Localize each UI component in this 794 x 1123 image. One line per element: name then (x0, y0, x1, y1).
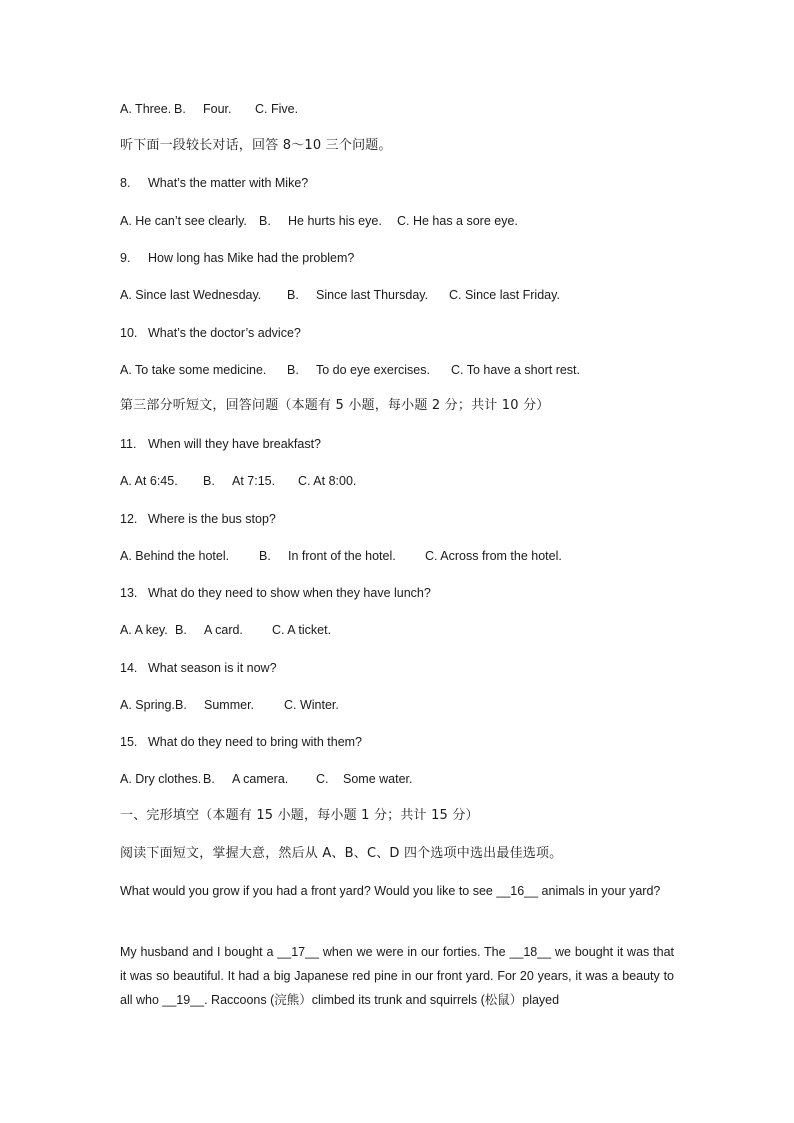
option-b-text: Since last Thursday. (316, 288, 429, 302)
question-text: What do they need to bring with them? (148, 735, 363, 749)
question-text: What do they need to show when they have lunch? (148, 586, 431, 600)
option-b-text: In front of the hotel. (288, 549, 396, 563)
option-b-text: Summer. (204, 698, 255, 712)
option-a: A. He can’t see clearly. (120, 214, 247, 228)
question-15 (120, 734, 362, 750)
option-b-text: A camera. (232, 772, 289, 786)
cloze-paragraph-2: My husband and I bought a __17__ when we were in our forties. The __18__ we bought it was that it was so beautiful. It had a big Japanese red pine in our front yard. For 20 years, it was a beauty to all who __19__. Raccoons (浣熊）climbed its trunk and squirrels (松鼠）played (120, 945, 674, 1007)
option-a: A. Since last Wednesday. (120, 288, 262, 302)
option-c: C. (316, 772, 329, 786)
question-8-options (120, 213, 518, 229)
option-c: C. Since last Friday. (449, 288, 560, 302)
option-c: C. Winter. (284, 698, 339, 712)
question-12-options (120, 548, 562, 564)
option-b: B. (287, 363, 299, 377)
option-b-text: Four. (203, 102, 232, 116)
question-number: 15. (120, 735, 138, 749)
question-number: 8. (120, 176, 131, 190)
question-13 (120, 585, 431, 601)
question-14 (120, 660, 277, 676)
dialog-instruction: 听下面一段较长对话，回答 8～10 三个问题。 (120, 138, 392, 153)
option-b: B. (287, 288, 299, 302)
question-15-options (120, 771, 412, 787)
option-b-text: He hurts his eye. (288, 214, 382, 228)
option-a: A. To take some medicine. (120, 363, 267, 377)
question-10-options (120, 362, 580, 378)
question-14-options (120, 697, 339, 713)
cloze-paragraph-1: What would you grow if you had a front yard? Would you like to see __16__ animals in your yard? (120, 884, 661, 898)
q7-options (120, 101, 298, 117)
option-a: A. A key. (120, 623, 168, 637)
option-b: B. (203, 474, 215, 488)
option-b-text: A card. (204, 623, 243, 637)
part3-heading: 第三部分听短文，回答问题（本题有 5 小题，每小题 2 分；共计 10 分） (120, 398, 550, 413)
option-b: B. (174, 102, 186, 116)
option-b: B. (259, 214, 271, 228)
question-number: 14. (120, 661, 138, 675)
question-8 (120, 175, 308, 191)
question-text: What’s the matter with Mike? (148, 176, 309, 190)
option-a: A. Dry clothes. (120, 772, 202, 786)
question-text: What’s the doctor’s advice? (148, 326, 301, 340)
question-11 (120, 436, 321, 452)
option-b-text: At 7:15. (232, 474, 276, 488)
option-a: A. Behind the hotel. (120, 549, 230, 563)
cloze-instruction: 阅读下面短文，掌握大意，然后从 A、B、C、D 四个选项中选出最佳选项。 (120, 846, 563, 861)
question-text: When will they have breakfast? (148, 437, 322, 451)
question-text: How long has Mike had the problem? (148, 251, 355, 265)
option-c-text: Some water. (343, 772, 413, 786)
question-number: 12. (120, 512, 138, 526)
cloze-heading: 一、完形填空（本题有 15 小题，每小题 1 分；共计 15 分） (120, 808, 479, 823)
option-b: B. (203, 772, 215, 786)
option-b: B. (175, 698, 187, 712)
question-9-options (120, 287, 560, 303)
option-b: B. (175, 623, 187, 637)
question-13-options (120, 622, 331, 638)
question-number: 13. (120, 586, 138, 600)
option-c: C. At 8:00. (298, 474, 357, 488)
question-text: Where is the bus stop? (148, 512, 276, 526)
question-number: 10. (120, 326, 138, 340)
option-a: A. At 6:45. (120, 474, 178, 488)
option-a: A. Three. (120, 102, 172, 116)
question-10 (120, 325, 301, 341)
option-b: B. (259, 549, 271, 563)
question-12 (120, 511, 276, 527)
question-number: 9. (120, 251, 131, 265)
option-b-text: To do eye exercises. (316, 363, 430, 377)
option-c: C. He has a sore eye. (397, 214, 518, 228)
option-c: C. Across from the hotel. (425, 549, 562, 563)
question-9 (120, 250, 354, 266)
option-c: C. To have a short rest. (451, 363, 580, 377)
option-a: A. Spring. (120, 698, 175, 712)
question-11-options (120, 473, 356, 489)
option-c: C. A ticket. (272, 623, 332, 637)
option-c: C. Five. (255, 102, 299, 116)
question-number: 11. (120, 437, 137, 451)
question-text: What season is it now? (148, 661, 277, 675)
